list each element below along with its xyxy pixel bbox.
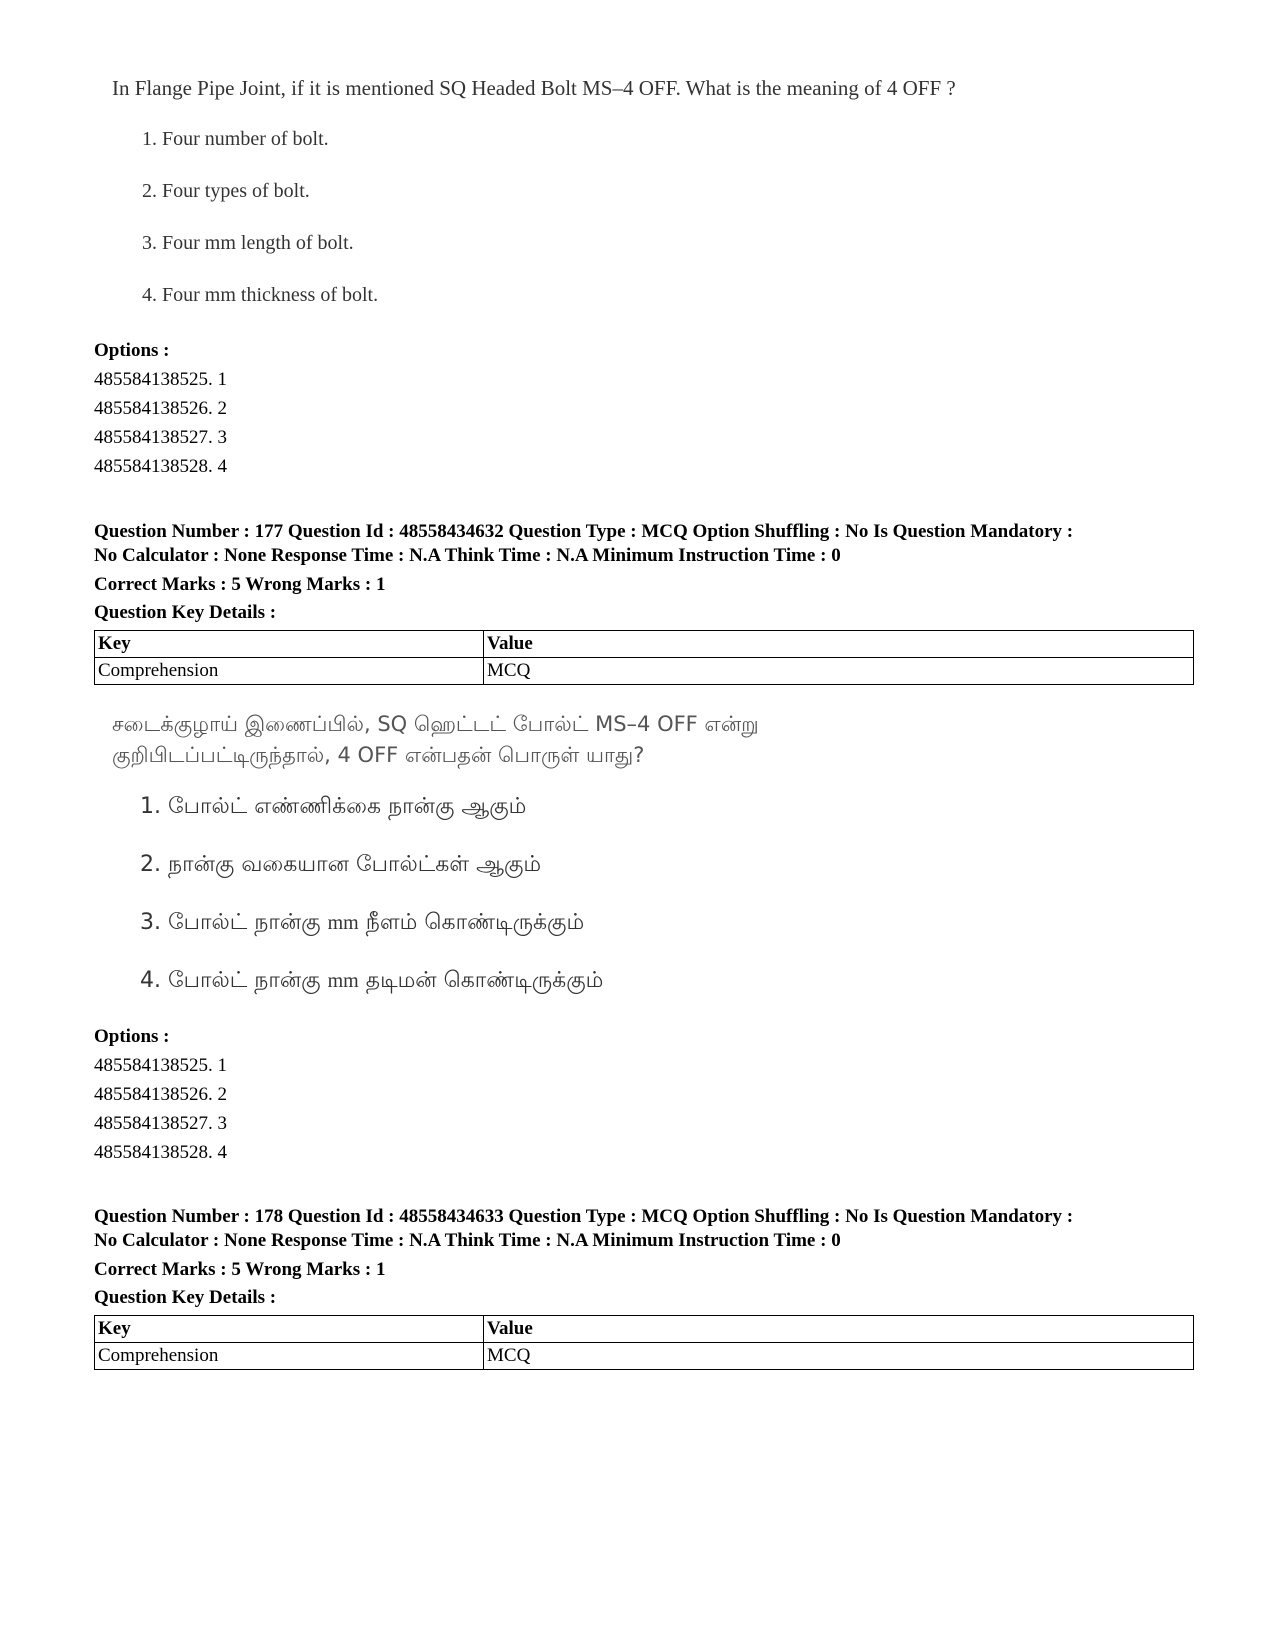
question-option-4: 4. Four mm thickness of bolt. [142, 284, 379, 306]
question-meta-177 [94, 520, 1194, 685]
options-block [94, 1023, 1194, 1167]
table-header-row [95, 631, 1194, 658]
key-details-table [94, 630, 1194, 685]
option-id: 485584138527. 3 [94, 1113, 227, 1134]
question-text-tamil-line1: சடைக்குழாய் இணைப்பில், SQ ஹெட்டட் போல்ட் MS–4 OFF என்று [112, 712, 759, 736]
question-option-1: 1. Four number of bolt. [142, 128, 329, 150]
table-cell-key: Comprehension [95, 658, 484, 685]
marks-line: Correct Marks : 5 Wrong Marks : 1 [94, 574, 386, 595]
table-row [95, 658, 1194, 685]
question-text-english: In Flange Pipe Joint, if it is mentioned SQ Headed Bolt MS–4 OFF. What is the meaning of 4 OFF ? [112, 76, 956, 100]
table-header-value: Value [484, 1316, 1194, 1343]
question-meta-line: Question Number : 178 Question Id : 48558434633 Question Type : MCQ Option Shuffling : No Is Question Mandatory : [94, 1206, 1074, 1227]
table-cell-value: MCQ [484, 1343, 1194, 1370]
option-id: 485584138525. 1 [94, 369, 227, 390]
question-option-2: 2. Four types of bolt. [142, 180, 310, 202]
tamil-option-3 [140, 910, 584, 938]
question-meta-line: No Calculator : None Response Time : N.A Think Time : N.A Minimum Instruction Time : 0 [94, 1230, 841, 1251]
question-option-3: 3. Four mm length of bolt. [142, 232, 354, 254]
tamil-option-1: 1. போல்ட் எண்ணிக்கை நான்கு ஆகும் [140, 794, 527, 819]
marks-line: Correct Marks : 5 Wrong Marks : 1 [94, 1259, 386, 1280]
tamil-option-2: 2. நான்கு வகையான போல்ட்கள் ஆகும் [140, 852, 542, 877]
table-cell-value: MCQ [484, 658, 1194, 685]
tamil-option-3-part: 3. போல்ட் நான்கு [140, 910, 321, 935]
question-meta-line: Question Number : 177 Question Id : 48558434632 Question Type : MCQ Option Shuffling : No Is Question Mandatory : [94, 521, 1074, 542]
options-block [94, 337, 1194, 481]
question-meta-178 [94, 1205, 1194, 1370]
option-id: 485584138527. 3 [94, 427, 227, 448]
table-cell-key: Comprehension [95, 1343, 484, 1370]
key-details-label: Question Key Details : [94, 1287, 277, 1308]
table-row [95, 1343, 1194, 1370]
option-id: 485584138526. 2 [94, 398, 227, 419]
table-header-key: Key [95, 631, 484, 658]
option-id: 485584138528. 4 [94, 456, 227, 477]
option-id: 485584138526. 2 [94, 1084, 227, 1105]
question-meta-line: No Calculator : None Response Time : N.A Think Time : N.A Minimum Instruction Time : 0 [94, 545, 841, 566]
options-label: Options : [94, 1026, 170, 1047]
tamil-option-4-part: தடிமன் கொண்டிருக்கும் [365, 968, 604, 993]
options-label: Options : [94, 340, 170, 361]
tamil-option-3-unit: mm [327, 912, 359, 934]
question-text-tamil-line2: குறிபிடப்பட்டிருந்தால், 4 OFF என்பதன் பொருள் யாது? [112, 743, 645, 767]
table-header-value: Value [484, 631, 1194, 658]
tamil-option-4-unit: mm [327, 970, 359, 992]
table-header-key: Key [95, 1316, 484, 1343]
option-id: 485584138525. 1 [94, 1055, 227, 1076]
tamil-option-4 [140, 968, 603, 996]
key-details-label: Question Key Details : [94, 602, 277, 623]
table-header-row [95, 1316, 1194, 1343]
option-id: 485584138528. 4 [94, 1142, 227, 1163]
tamil-option-4-part: 4. போல்ட் நான்கு [140, 968, 321, 993]
key-details-table [94, 1315, 1194, 1370]
tamil-option-3-part: நீளம் கொண்டிருக்கும் [365, 910, 585, 935]
